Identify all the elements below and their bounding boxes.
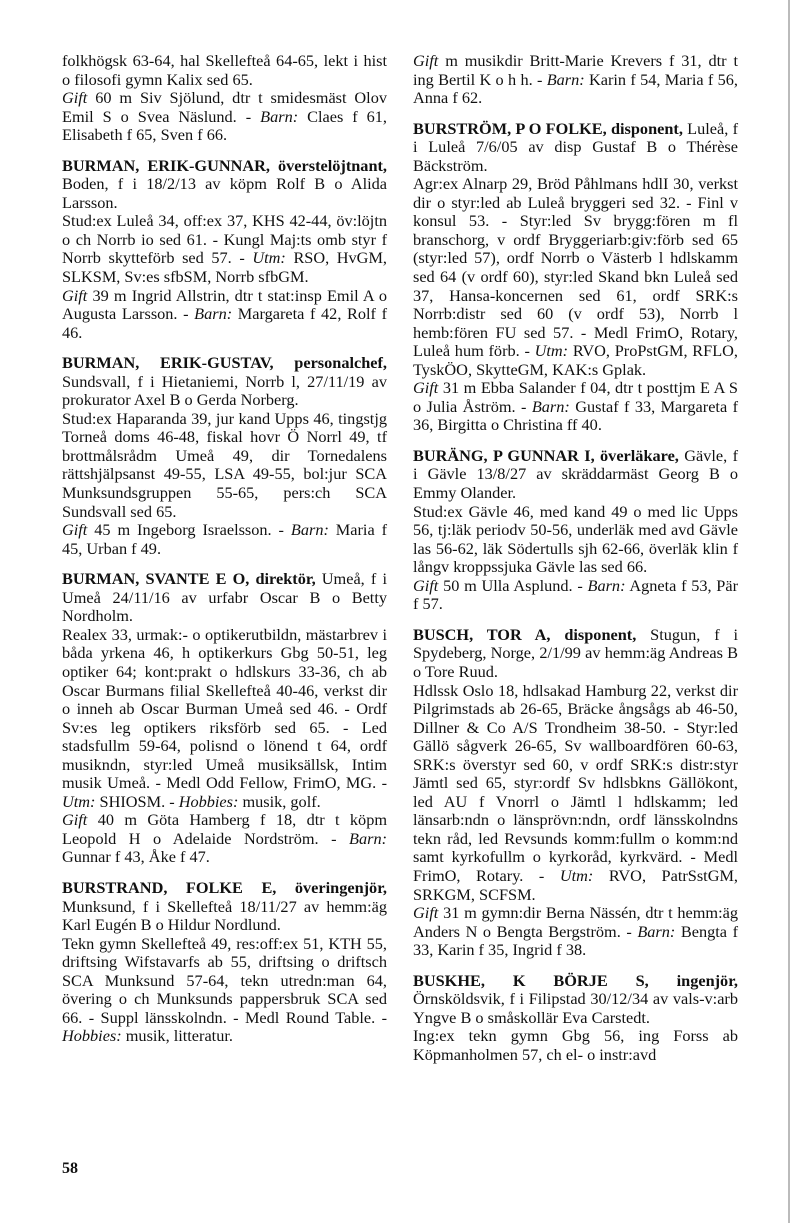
entry-text: Gävle, f i Gävle 13/8/27 av skräddarmäst Georg B o Emmy Olander. bbox=[413, 445, 739, 503]
field-label: Barn: bbox=[587, 575, 626, 595]
entry-heading: BURSTRÖM, P O FOLKE, disponent, bbox=[413, 118, 683, 138]
entry-text: folkhögsk 63-64, hal Skellefteå 64-65, lekt i hist o filosofi gymn Kalix sed 65. bbox=[62, 51, 387, 89]
entry-text: Gift 45 m Ingeborg Israelsson. - Barn: Maria f 45, Urban f 49. bbox=[62, 520, 388, 558]
entry-text: Boden, f i 18/2/13 av köpm Rolf B o Alida Larsson. bbox=[62, 174, 387, 212]
entry-burman-erik-gustav bbox=[62, 354, 387, 558]
entry-text: Gift 31 m Ebba Salander f 04, dtr t posttjm E A S o Julia Åström. - Barn: Gustaf f 33, Margareta f 36, Birgitta o Christina ff 40. bbox=[413, 378, 738, 435]
field-label: Gift bbox=[62, 88, 88, 108]
field-label: Utm: bbox=[252, 248, 286, 268]
entry-burman-erik-gunnar bbox=[62, 157, 387, 342]
entry-text: Hdlssk Oslo 18, hdlsakad Hamburg 22, verkst dir Pilgrimstads ab 26-65, Bräcke ångsågs ab 46-50, Dillner & Co A/S Trondheim 38-50. - Styr:led Gällö sågverk 26-65, Sv wallboardfören 60-63, SRK:s överstyr sed 60, v ordf SRK:s distr:styr Jämtl sed 65, styr:ordf Sv hdlsbkns Gällökont, led AU f Vnorrl o Jämtl l hdlskamm; led länsarb:ndn o länsprövn:ndn, ordf länsskolndns tekn råd, led Revsunds komm:fullm o komm:nd samt kyrkofullm o kyrkoråd, kyrkvärd. - Medl FrimO, Rotary. - Utm: RVO, PatrSstGM, SRKGM, SCFSM. bbox=[413, 680, 738, 904]
field-label: Barn: bbox=[290, 520, 329, 540]
entry-burstrom-folke bbox=[413, 120, 738, 435]
field-label: Utm: bbox=[559, 865, 594, 885]
entry-text: Umeå, f i Umeå 24/11/16 av urfabr Oscar B o Betty Nordholm. bbox=[62, 569, 387, 626]
field-label: Barn: bbox=[637, 921, 676, 941]
entry-text: Ing:ex tekn gymn Gbg 56, ing Forss ab Köpmanholmen 57, ch el- o instr:avd bbox=[413, 1026, 738, 1064]
field-label: Barn: bbox=[546, 69, 585, 89]
left-column bbox=[62, 52, 387, 1058]
field-label: Hobbies: bbox=[62, 1026, 122, 1046]
field-label: Gift bbox=[413, 51, 439, 70]
entry-text: Gift 50 m Ulla Asplund. - Barn: Agneta f 53, Pär f 57. bbox=[413, 575, 739, 614]
field-label: Gift bbox=[413, 903, 439, 923]
entry-text: Gift 40 m Göta Hamberg f 18, dtr t köpm Leopold H o Adelaide Nordström. - Barn: Gunnar f 43, Åke f 47. bbox=[62, 810, 387, 867]
field-label: Barn: bbox=[194, 304, 233, 324]
entry-text: Gift 31 m gymn:dir Berna Nässén, dtr t hemm:äg Anders N o Bengta Bergström. - Barn: Bengta f 33, Karin f 35, Ingrid f 38. bbox=[413, 903, 738, 960]
right-column bbox=[413, 52, 738, 1076]
entry-heading: BUSKHE, K BÖRJE S, ingenjör, bbox=[413, 970, 738, 990]
entry-text: Tekn gymn Skellefteå 49, res:off:ex 51, KTH 55, driftsing Wifstavarfs ab 55, driftsing o driftsch SCA Munksund 57-64, tekn utredn:man 64, övering o ch Munksunds pappersbruk SCA sed 66. - Suppl länsskolndn. - Medl Round Table. - Hobbies: musik, litteratur. bbox=[62, 933, 387, 1046]
entry-text: Agr:ex Alnarp 29, Bröd Påhlmans hdlI 30, verkst dir o styr:led ab Luleå bryggeri sed 32. - Finl v konsul 53. - Styr:led Sv brygg:fören m fl branschorg, v ordf Bryggeriarb:giv:förb sed 65 (styr:led 57), ordf Norrb o Västerb l hdlskamm sed 64 (v ordf 60), styr:led Skand bkn Luleå sed 37, Hansa-koncernen sed 61, ordf SRK:s Norrb:distr sed 60 (v ordf 53), Norrb l hemb:fören FU sed 57. - Medl FrimO, Rotary, Luleå hum förb. - Utm: RVO, ProPstGM, RFLO, TyskÖO, SkytteGM, KAK:s Gplak. bbox=[413, 174, 738, 379]
entry-heading: BUSCH, TOR A, disponent, bbox=[413, 624, 637, 644]
page-edge-divider bbox=[788, 0, 790, 1223]
entry-text: Stugun, f i Spydeberg, Norge, 2/1/99 av hemm:äg Andreas B o Tore Ruud. bbox=[413, 624, 738, 681]
field-label: Utm: bbox=[62, 791, 96, 811]
entry-text: Gift 60 m Siv Sjölund, dtr t smidesmäst Olov Emil S o Svea Näslund. - Barn: Claes f 61, Elisabeth f 65, Sven f 66. bbox=[62, 88, 388, 145]
entry-continuation bbox=[62, 52, 387, 145]
entry-burang-gunnar bbox=[413, 447, 738, 614]
page-number: 58 bbox=[62, 1160, 78, 1177]
entry-text: Stud:ex Haparanda 39, jur kand Upps 46, tingstjg Torneå doms 46-48, fiskal hovr Ö Norrl 49, tf brottmålsrådm Umeå 49, dir Tornedalens rättshjälpsanst 49-55, LSA 49-55, bol:jur SCA Munksundsgruppen 55-65, pers:ch SCA Sundsvall sed 65. bbox=[62, 408, 387, 521]
entry-text: Munksund, f i Skellefteå 18/11/27 av hemm:äg Karl Eugén B o Hildur Nordlund. bbox=[62, 896, 387, 935]
entry-busch-tor bbox=[413, 626, 738, 960]
entry-text: Gift m musikdir Britt-Marie Krevers f 31, dtr t ing Bertil K o h h. - Barn: Karin f 54, Maria f 56, Anna f 62. bbox=[413, 51, 738, 108]
entry-continuation bbox=[413, 52, 738, 108]
entry-text: Sundsvall, f i Hietaniemi, Norrb l, 27/11/19 av prokurator Axel B o Gerda Norberg. bbox=[62, 371, 387, 410]
field-label: Utm: bbox=[534, 341, 569, 361]
field-label: Barn: bbox=[349, 828, 387, 848]
entry-text: Realex 33, urmak:- o optikerutbildn, mästarbrev i båda yrkena 46, h optikerkurs Gbg 50-51, leg optiker 64; kont:prakt o hdlskurs 33-36, ch ab Oscar Burmans filial Skellefteå 40-46, verkst dir o inneh ab Oscar Burman Umeå sed 46. - Ordf Sv:es leg optikers riksförb sed 65. - Led stadsfullm 59-64, polisnd o lönend t 64, ordf musikndn, styr:led Umeå musiksällsk, Intim musik Umeå. - Medl Odd Fellow, FrimO, MG. - Utm: SHIOSM. - Hobbies: musik, golf. bbox=[62, 624, 387, 811]
entry-text: Luleå, f i Luleå 7/6/05 av disp Gustaf B o Thérèse Bäckström. bbox=[413, 118, 738, 175]
entry-text: Stud:ex Gävle 46, med kand 49 o med lic Upps 56, tj:läk periodv 50-56, underläk med avd Gävle las 56-62, läk Södertulls sjh 62-66, överläk klin f långv kroppssjuka Gävle las sed 66. bbox=[413, 501, 738, 577]
field-label: Hobbies: bbox=[178, 791, 239, 811]
entry-heading: BURMAN, SVANTE E O, direktör, bbox=[62, 569, 316, 589]
entry-heading: BURÄNG, P GUNNAR I, överläkare, bbox=[413, 445, 679, 465]
field-label: Gift bbox=[62, 520, 88, 540]
entry-text: Stud:ex Luleå 34, off:ex 37, KHS 42-44, öv:löjtn o ch Norrb io sed 61. - Kungl Maj:ts omb styr f Norrb skytteförb sed 57. - Utm: RSO, HvGM, SLKSM, Sv:es sfbSM, Norrb sfbGM. bbox=[62, 211, 387, 287]
entry-heading: BURMAN, ERIK-GUNNAR, överstelöjtnant, bbox=[62, 155, 387, 175]
entry-buskhe-borje bbox=[413, 972, 738, 1065]
entry-heading: BURSTRAND, FOLKE E, överingenjör, bbox=[62, 877, 387, 897]
entry-text: Gift 39 m Ingrid Allstrin, dtr t stat:insp Emil A o Augusta Larsson. - Barn: Margareta f 42, Rolf f 46. bbox=[62, 285, 387, 342]
field-label: Barn: bbox=[260, 106, 299, 126]
entry-burstrand-folke bbox=[62, 879, 387, 1046]
field-label: Gift bbox=[413, 575, 439, 595]
field-label: Gift bbox=[413, 378, 439, 398]
field-label: Gift bbox=[62, 285, 88, 305]
entry-burman-svante bbox=[62, 570, 387, 867]
entry-heading: BURMAN, ERIK-GUSTAV, personalchef, bbox=[62, 353, 387, 373]
field-label: Barn: bbox=[531, 396, 570, 416]
entry-text: Örnsköldsvik, f i Filipstad 30/12/34 av vals-v:arb Yngve B o småskollär Eva Carstedt. bbox=[413, 989, 738, 1027]
field-label: Gift bbox=[62, 810, 88, 830]
